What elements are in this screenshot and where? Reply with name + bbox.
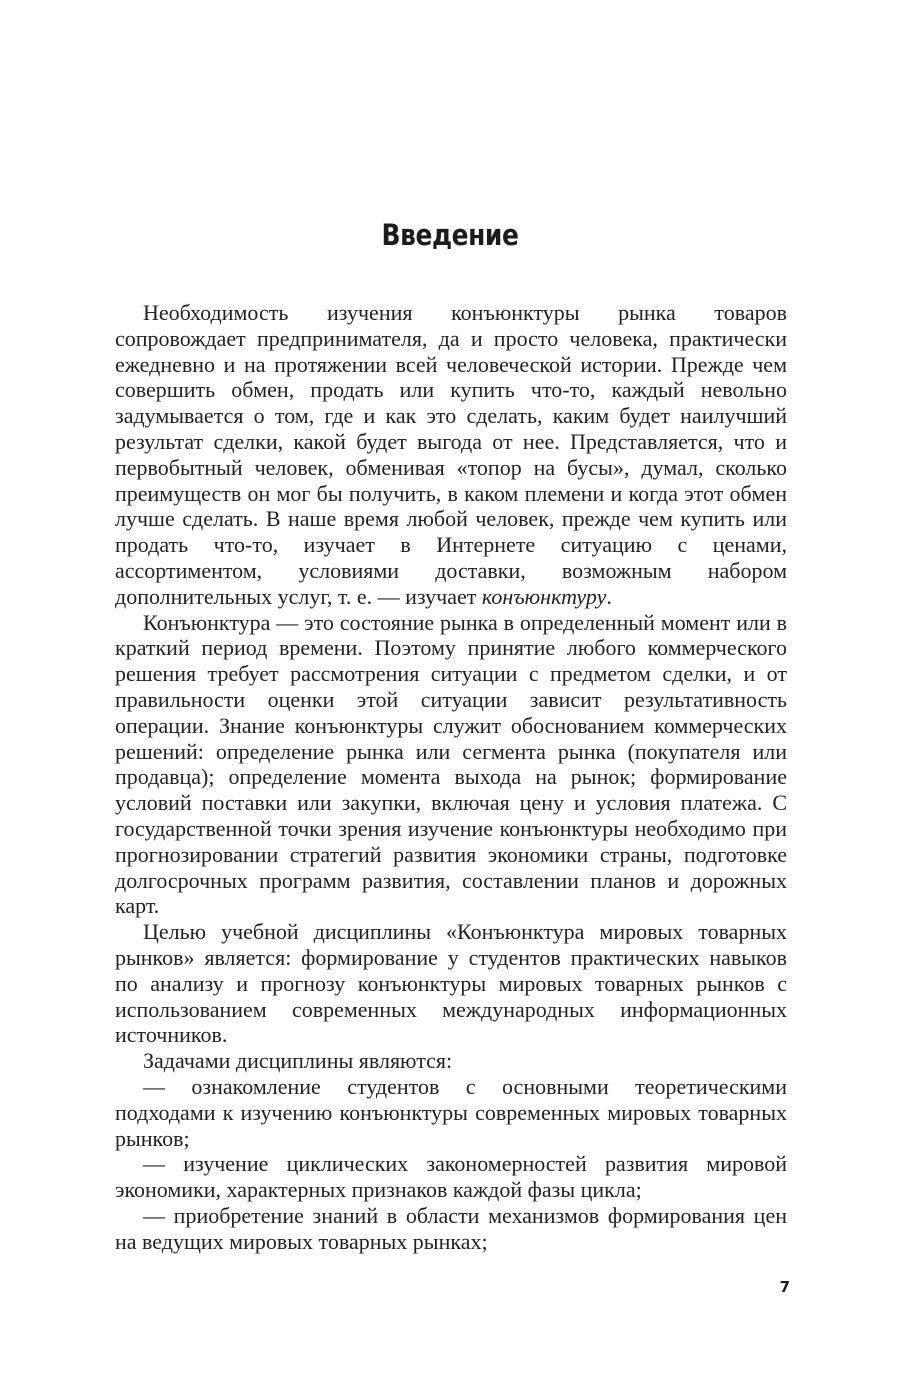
paragraph-tasks-intro: Задачами дисциплины являются: (143, 1048, 453, 1074)
chapter-title: Введение (381, 218, 519, 252)
paragraph-intro-text: Необходимость изучения конъюнктуры рынка товаров сопровождает предпринимателя, да и просто человека, практически ежедневно и на протяжении всей человеческой истории. Прежде чем совершить обмен, продать или купить что-то, каждый невольно задумывается о том, где и как это сделать, каким будет наилучший результат сделки, какой будет выгода от нее. Представляется, что и первобытный человек, обменивая «топор на бусы», думал, сколько преимуществ он мог бы получить, в каком племени и когда этот обмен лучше сделать. В наше время любой человек, прежде чем купить или продать что-то, изучает в Интернете ситуацию с ценами, ассортиментом, условиями доставки, возможным набором дополнительных услуг, т. е. — изучает (115, 300, 787, 609)
page-number: 7 (779, 1278, 790, 1296)
list-item: — изучение циклических закономерностей развития мировой экономики, характерных признаков каждой фазы цикла; (115, 1151, 787, 1203)
paragraph-definition: Конъюнктура — это состояние рынка в определенный момент или в краткий период времени. Поэтому принятие любого коммерческого решения требует рассмотрения ситуации с предметом сделки, и от правильности оценки этой ситуации зависит результативность операции. Знание конъюнктуры служит обоснованием коммерческих решений: определение рынка или сегмента рынка (покупателя или продавца); определение момента выхода на рынок; формирование условий поставки или закупки, включая цену и условия платежа. С государственной точки зрения изучение конъюнктуры необходимо при прогнозировании стратегий развития экономики страны, подготовке долгосрочных программ развития, составлении планов и дорожных карт. (115, 609, 787, 919)
emphasis-term: конъюнктуру (481, 583, 607, 609)
paragraph-intro-end: . (606, 583, 612, 609)
list-item: — приобретение знаний в области механизмов формирования цен на ведущих мировых товарных рынках; (115, 1202, 787, 1254)
paragraph-goal: Целью учебной дисциплины «Конъюнктура мировых товарных рынков» является: формирование у студентов практических навыков по анализу и прогнозу конъюнктуры мировых товарных рынков с использованием современных международных информационных источников. (115, 919, 787, 1048)
chapter-body (115, 300, 787, 1254)
list-item: — ознакомление студентов с основными теоретическими подходами к изучению конъюнктуры современных мировых товарных рынков; (115, 1073, 787, 1151)
paragraph-intro (115, 300, 787, 610)
